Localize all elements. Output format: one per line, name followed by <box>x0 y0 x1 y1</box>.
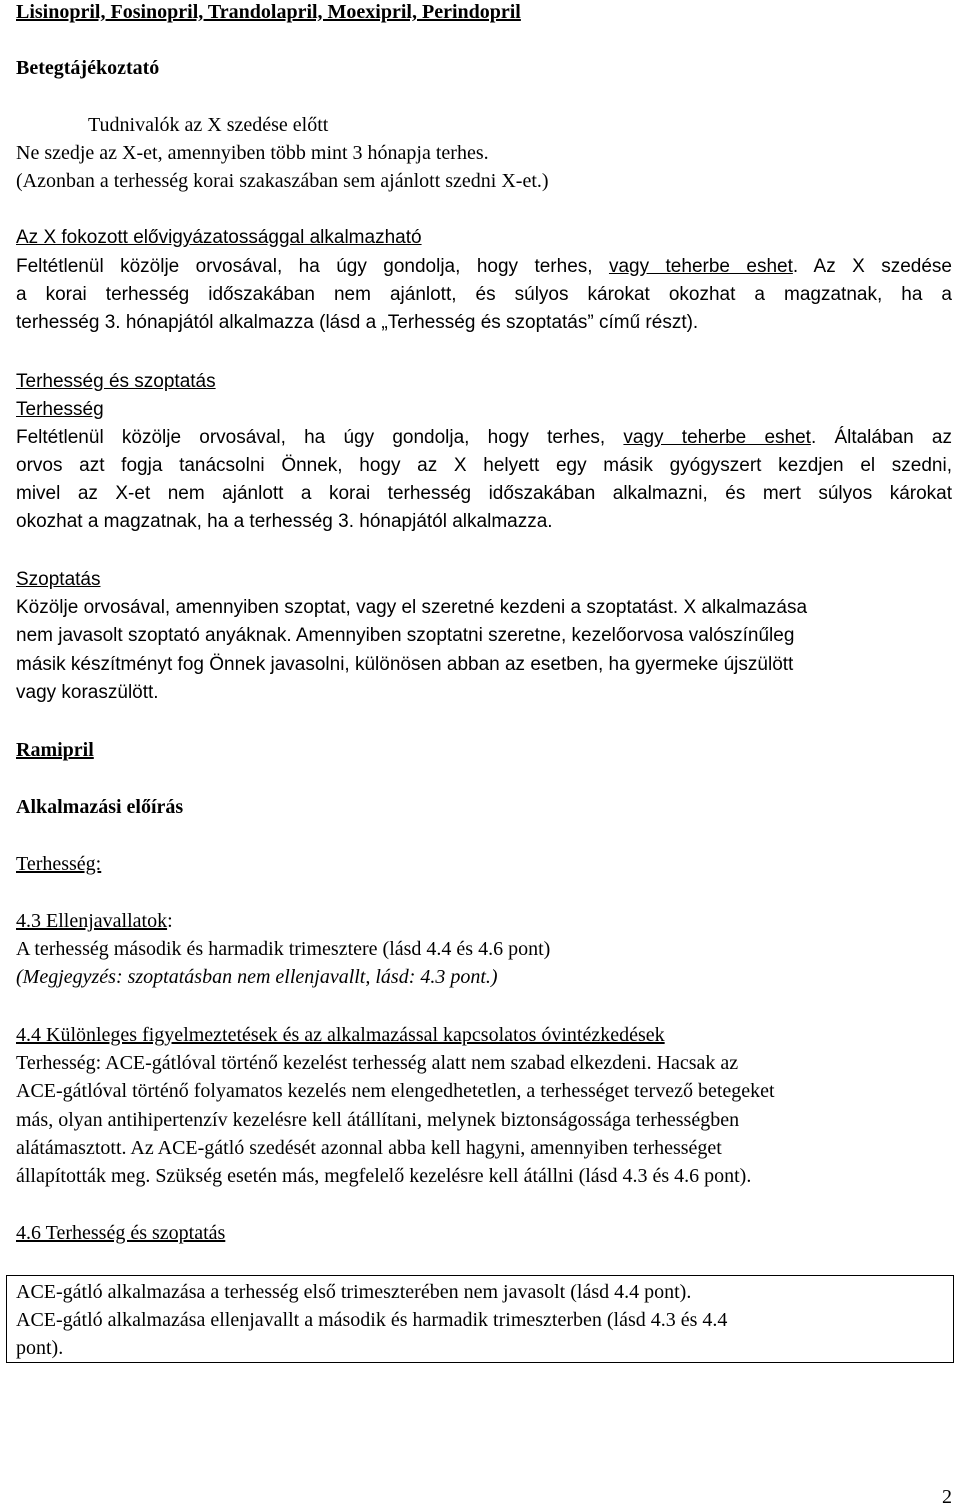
ramipril-subtitle: Alkalmazási előírás <box>16 796 184 818</box>
section1-heading: Tudnivalók az X szedése előtt <box>88 114 329 136</box>
document-subtitle: Betegtájékoztató <box>16 57 160 79</box>
section3-heading: Terhesség és szoptatás <box>16 371 216 392</box>
s43-heading: 4.3 Ellenjavallatok: <box>16 910 173 932</box>
s44-line: állapították meg. Szükség esetén más, megfelelő kezelésre kell átállni (lásd 4.3 és 4.6 pont). <box>16 1165 752 1187</box>
section1-line: (Azonban a terhesség korai szakaszában sem ajánlott szedni X-et.) <box>16 170 549 192</box>
section4-line: másik készítményt fog Önnek javasolni, különösen abban az esetben, ha gyermeke újszülött <box>16 654 794 675</box>
section4-line: Közölje orvosával, amennyiben szoptat, vagy el szeretné kezdeni a szoptatást. X alkalmazása <box>16 597 808 618</box>
section3-line: Feltétlenül közölje orvosával, ha úgy gondolja, hogy terhes, vagy teherbe eshet. Általában az <box>16 427 952 448</box>
s43-line: A terhesség második és harmadik trimesztere (lásd 4.4 és 4.6 pont) <box>16 938 551 960</box>
s46-box-line: ACE-gátló alkalmazása ellenjavallt a második és harmadik trimeszterben (lásd 4.3 és 4.4 <box>16 1309 728 1331</box>
section4-line: vagy koraszülött. <box>16 682 159 703</box>
section2-line: terhesség 3. hónapjától alkalmazza (lásd a „Terhesség és szoptatás” című részt). <box>16 312 699 333</box>
s43-note: (Megjegyzés: szoptatásban nem ellenjavallt, lásd: 4.3 pont.) <box>16 966 498 988</box>
section3-subheading: Terhesség <box>16 399 104 420</box>
s46-box-line: pont). <box>16 1337 64 1359</box>
section4-heading: Szoptatás <box>16 569 101 590</box>
section2-line: Feltétlenül közölje orvosával, ha úgy gondolja, hogy terhes, vagy teherbe eshet. Az X szedése <box>16 256 952 277</box>
section2-line: a korai terhesség időszakában nem ajánlott, és súlyos károkat okozhat a magzatnak, ha a <box>16 284 952 305</box>
section1-line: Ne szedje az X-et, amennyiben több mint 3 hónapja terhes. <box>16 142 489 164</box>
page-number: 2 <box>942 1486 952 1508</box>
section4-line: nem javasolt szoptató anyáknak. Amennyiben szoptatni szeretne, kezelőorvosa valószínűleg <box>16 625 795 646</box>
section2-heading: Az X fokozott elővigyázatossággal alkalmazható <box>16 227 422 248</box>
section3-line: orvos azt fogja tanácsolni Önnek, hogy az X helyett egy másik gyógyszert kezdjen el szedni, <box>16 455 952 476</box>
pregnancy-label: Terhesség: <box>16 853 102 875</box>
s44-line: más, olyan antihipertenzív kezelésre kell átállítani, melynek biztonságossága terhességben <box>16 1109 740 1131</box>
s44-line: alátámasztott. Az ACE-gátló szedését azonnal abba kell hagyni, amennyiben terhességet <box>16 1137 722 1159</box>
s46-box-line: ACE-gátló alkalmazása a terhesség első trimeszterében nem javasolt (lásd 4.4 pont). <box>16 1281 692 1303</box>
ramipril-title: Ramipril <box>16 739 94 761</box>
document-title: Lisinopril, Fosinopril, Trandolapril, Moexipril, Perindopril <box>16 1 521 23</box>
s46-heading: 4.6 Terhesség és szoptatás <box>16 1222 226 1244</box>
section3-line: mivel az X-et nem ajánlott a korai terhesség időszakában alkalmazni, és mert súlyos károkat <box>16 483 952 504</box>
s44-line: ACE-gátlóval történő folyamatos kezelés nem elengedhetetlen, a terhességet tervező betegeket <box>16 1080 775 1102</box>
s44-heading: 4.4 Különleges figyelmeztetések és az alkalmazással kapcsolatos óvintézkedések <box>16 1024 665 1046</box>
s44-line: Terhesség: ACE-gátlóval történő kezelést terhesség alatt nem szabad elkezdeni. Hacsak az <box>16 1052 739 1074</box>
section3-line: okozhat a magzatnak, ha a terhesség 3. hónapjától alkalmazza. <box>16 511 553 532</box>
